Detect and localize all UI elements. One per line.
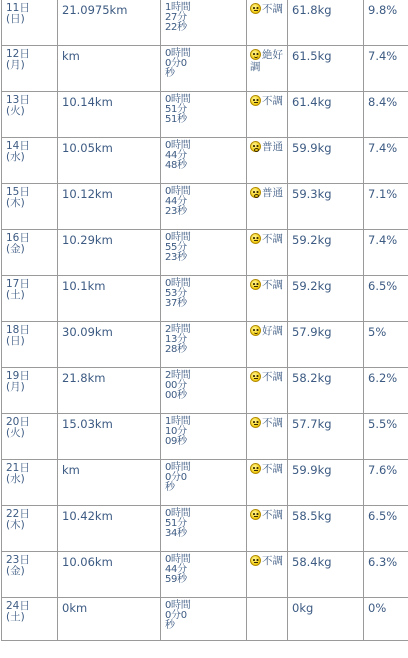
sad-face-icon [250, 417, 261, 428]
date-cell [2, 46, 58, 92]
distance-cell: 10.29km [58, 230, 161, 276]
day-label: 14日 [6, 140, 30, 152]
time-cell [161, 506, 247, 552]
time-cell [161, 322, 247, 368]
distance-cell: km [58, 460, 161, 506]
table-row [2, 230, 408, 276]
time-hours: 0時間 [165, 600, 191, 611]
body-fat-cell: 9.8% [364, 0, 408, 46]
time-hours: 0時間 [165, 140, 191, 151]
body-fat-cell: 0% [364, 598, 408, 641]
distance-cell: 21.8km [58, 368, 161, 414]
body-fat-cell: 5% [364, 322, 408, 368]
body-fat-cell: 7.6% [364, 460, 408, 506]
time-hours: 0時間 [165, 508, 191, 519]
time-cell [161, 184, 247, 230]
time-minutes: 00分 [165, 380, 187, 391]
neutral-face-icon [250, 141, 261, 152]
weight-cell: 59.9kg [288, 460, 364, 506]
day-label: 21日 [6, 462, 30, 474]
mood-cell [247, 414, 288, 460]
distance-cell: 15.03km [58, 414, 161, 460]
time-seconds: 23秒 [165, 252, 187, 263]
training-log-table [1, 0, 408, 641]
time-seconds: 22秒 [165, 22, 187, 33]
weight-cell: 58.4kg [288, 552, 364, 598]
time-seconds: 23秒 [165, 206, 187, 217]
time-seconds: 48秒 [165, 160, 187, 171]
time-minutes: 0分0 [165, 610, 187, 621]
distance-cell: 10.12km [58, 184, 161, 230]
time-hours: 0時間 [165, 278, 191, 289]
weight-cell: 59.3kg [288, 184, 364, 230]
mood-cell [247, 506, 288, 552]
day-label: 16日 [6, 232, 30, 244]
time-seconds: 28秒 [165, 344, 187, 355]
time-cell [161, 598, 247, 641]
time-minutes: 44分 [165, 564, 187, 575]
time-seconds: 51秒 [165, 114, 187, 125]
time-minutes: 0分0 [165, 472, 187, 483]
time-hours: 1時間 [165, 2, 191, 13]
distance-cell: km [58, 46, 161, 92]
time-cell [161, 138, 247, 184]
weekday-label: (木) [6, 197, 25, 209]
time-minutes: 44分 [165, 196, 187, 207]
time-seconds: 59秒 [165, 574, 187, 585]
mood-label: 不調 [262, 95, 283, 107]
body-fat-cell: 7.1% [364, 184, 408, 230]
weekday-label: (水) [6, 473, 25, 485]
weight-cell: 58.5kg [288, 506, 364, 552]
time-minutes: 51分 [165, 104, 187, 115]
date-cell [2, 230, 58, 276]
time-hours: 0時間 [165, 94, 191, 105]
day-label: 13日 [6, 94, 30, 106]
mood-label: 好調 [262, 325, 283, 337]
day-label: 15日 [6, 186, 30, 198]
sad-face-icon [250, 95, 261, 106]
date-cell [2, 0, 58, 46]
table-row [2, 322, 408, 368]
date-cell [2, 184, 58, 230]
weight-cell: 57.7kg [288, 414, 364, 460]
date-cell [2, 414, 58, 460]
weekday-label: (土) [6, 289, 25, 301]
time-minutes: 27分 [165, 12, 187, 23]
date-cell [2, 322, 58, 368]
time-seconds: 秒 [165, 68, 175, 79]
table-row [2, 552, 408, 598]
body-fat-cell: 6.3% [364, 552, 408, 598]
date-cell [2, 598, 58, 641]
body-fat-cell: 6.5% [364, 506, 408, 552]
distance-cell: 21.0975km [58, 0, 161, 46]
table-row [2, 92, 408, 138]
day-label: 11日 [6, 2, 30, 14]
date-cell [2, 552, 58, 598]
mood-cell [247, 276, 288, 322]
weight-cell: 59.2kg [288, 276, 364, 322]
mood-label: 不調 [262, 233, 283, 245]
time-seconds: 37秒 [165, 298, 187, 309]
mood-label: 絶好調 [250, 49, 283, 73]
distance-cell: 10.05km [58, 138, 161, 184]
time-cell [161, 46, 247, 92]
weekday-label: (木) [6, 519, 25, 531]
time-cell [161, 0, 247, 46]
body-fat-cell: 8.4% [364, 92, 408, 138]
day-label: 22日 [6, 508, 30, 520]
time-seconds: 09秒 [165, 436, 187, 447]
date-cell [2, 92, 58, 138]
time-minutes: 53分 [165, 288, 187, 299]
time-hours: 1時間 [165, 416, 191, 427]
weight-cell: 57.9kg [288, 322, 364, 368]
weekday-label: (水) [6, 151, 25, 163]
body-fat-cell: 6.2% [364, 368, 408, 414]
weight-cell: 61.4kg [288, 92, 364, 138]
mood-cell [247, 92, 288, 138]
weekday-label: (日) [6, 13, 25, 25]
mood-cell [247, 598, 288, 641]
time-minutes: 10分 [165, 426, 187, 437]
mood-cell [247, 460, 288, 506]
neutral-face-icon [250, 187, 261, 198]
mood-cell [247, 138, 288, 184]
day-label: 18日 [6, 324, 30, 336]
mood-cell [247, 552, 288, 598]
date-cell [2, 460, 58, 506]
distance-cell: 0km [58, 598, 161, 641]
date-cell [2, 368, 58, 414]
mood-label: 普通 [262, 187, 283, 199]
weight-cell: 59.2kg [288, 230, 364, 276]
mood-label: 不調 [262, 371, 283, 383]
day-label: 12日 [6, 48, 30, 60]
time-cell [161, 552, 247, 598]
time-cell [161, 276, 247, 322]
mood-label: 不調 [262, 463, 283, 475]
sad-face-icon [250, 233, 261, 244]
body-fat-cell: 7.4% [364, 46, 408, 92]
mood-cell [247, 322, 288, 368]
sad-face-icon [250, 371, 261, 382]
distance-cell: 10.14km [58, 92, 161, 138]
day-label: 23日 [6, 554, 30, 566]
body-fat-cell: 7.4% [364, 230, 408, 276]
distance-cell: 10.1km [58, 276, 161, 322]
sad-face-icon [250, 3, 261, 14]
time-cell [161, 368, 247, 414]
table-row [2, 276, 408, 322]
table-row [2, 138, 408, 184]
weekday-label: (火) [6, 105, 25, 117]
mood-cell [247, 184, 288, 230]
mood-label: 不調 [262, 555, 283, 567]
body-fat-cell: 7.4% [364, 138, 408, 184]
table-row [2, 0, 408, 46]
mood-label: 不調 [262, 279, 283, 291]
time-seconds: 秒 [165, 620, 175, 631]
time-cell [161, 414, 247, 460]
distance-cell: 30.09km [58, 322, 161, 368]
body-fat-cell: 6.5% [364, 276, 408, 322]
weekday-label: (火) [6, 427, 25, 439]
weight-cell: 58.2kg [288, 368, 364, 414]
weekday-label: (日) [6, 335, 25, 347]
distance-cell: 10.06km [58, 552, 161, 598]
table-row [2, 414, 408, 460]
time-hours: 0時間 [165, 48, 191, 59]
time-hours: 2時間 [165, 370, 191, 381]
happy-face-icon [250, 49, 261, 60]
time-seconds: 00秒 [165, 390, 187, 401]
weekday-label: (土) [6, 611, 25, 623]
mood-label: 不調 [262, 3, 283, 15]
mood-cell [247, 230, 288, 276]
sad-face-icon [250, 509, 261, 520]
table-row [2, 184, 408, 230]
weight-cell: 0kg [288, 598, 364, 641]
mood-cell [247, 0, 288, 46]
time-hours: 0時間 [165, 186, 191, 197]
time-cell [161, 92, 247, 138]
date-cell [2, 276, 58, 322]
date-cell [2, 138, 58, 184]
mood-label: 普通 [262, 141, 283, 153]
time-hours: 0時間 [165, 554, 191, 565]
sad-face-icon [250, 463, 261, 474]
table-row [2, 46, 408, 92]
time-minutes: 55分 [165, 242, 187, 253]
weekday-label: (金) [6, 243, 25, 255]
time-minutes: 44分 [165, 150, 187, 161]
weekday-label: (金) [6, 565, 25, 577]
time-seconds: 秒 [165, 482, 175, 493]
mood-label: 不調 [262, 417, 283, 429]
time-hours: 0時間 [165, 462, 191, 473]
time-hours: 2時間 [165, 324, 191, 335]
time-cell [161, 460, 247, 506]
time-cell [161, 230, 247, 276]
weight-cell: 59.9kg [288, 138, 364, 184]
weekday-label: (月) [6, 59, 25, 71]
day-label: 24日 [6, 600, 30, 612]
distance-cell: 10.42km [58, 506, 161, 552]
table-row [2, 368, 408, 414]
mood-cell [247, 46, 288, 92]
weight-cell: 61.5kg [288, 46, 364, 92]
time-minutes: 51分 [165, 518, 187, 529]
time-seconds: 34秒 [165, 528, 187, 539]
date-cell [2, 506, 58, 552]
sad-face-icon [250, 279, 261, 290]
time-hours: 0時間 [165, 232, 191, 243]
weekday-label: (月) [6, 381, 25, 393]
happy-face-icon [250, 325, 261, 336]
table-row [2, 460, 408, 506]
day-label: 17日 [6, 278, 30, 290]
day-label: 19日 [6, 370, 30, 382]
body-fat-cell: 5.5% [364, 414, 408, 460]
mood-label: 不調 [262, 509, 283, 521]
table-row [2, 506, 408, 552]
training-log-body [2, 0, 408, 641]
time-minutes: 0分0 [165, 58, 187, 69]
mood-cell [247, 368, 288, 414]
table-row [2, 598, 408, 641]
weight-cell: 61.8kg [288, 0, 364, 46]
sad-face-icon [250, 555, 261, 566]
time-minutes: 13分 [165, 334, 187, 345]
day-label: 20日 [6, 416, 30, 428]
